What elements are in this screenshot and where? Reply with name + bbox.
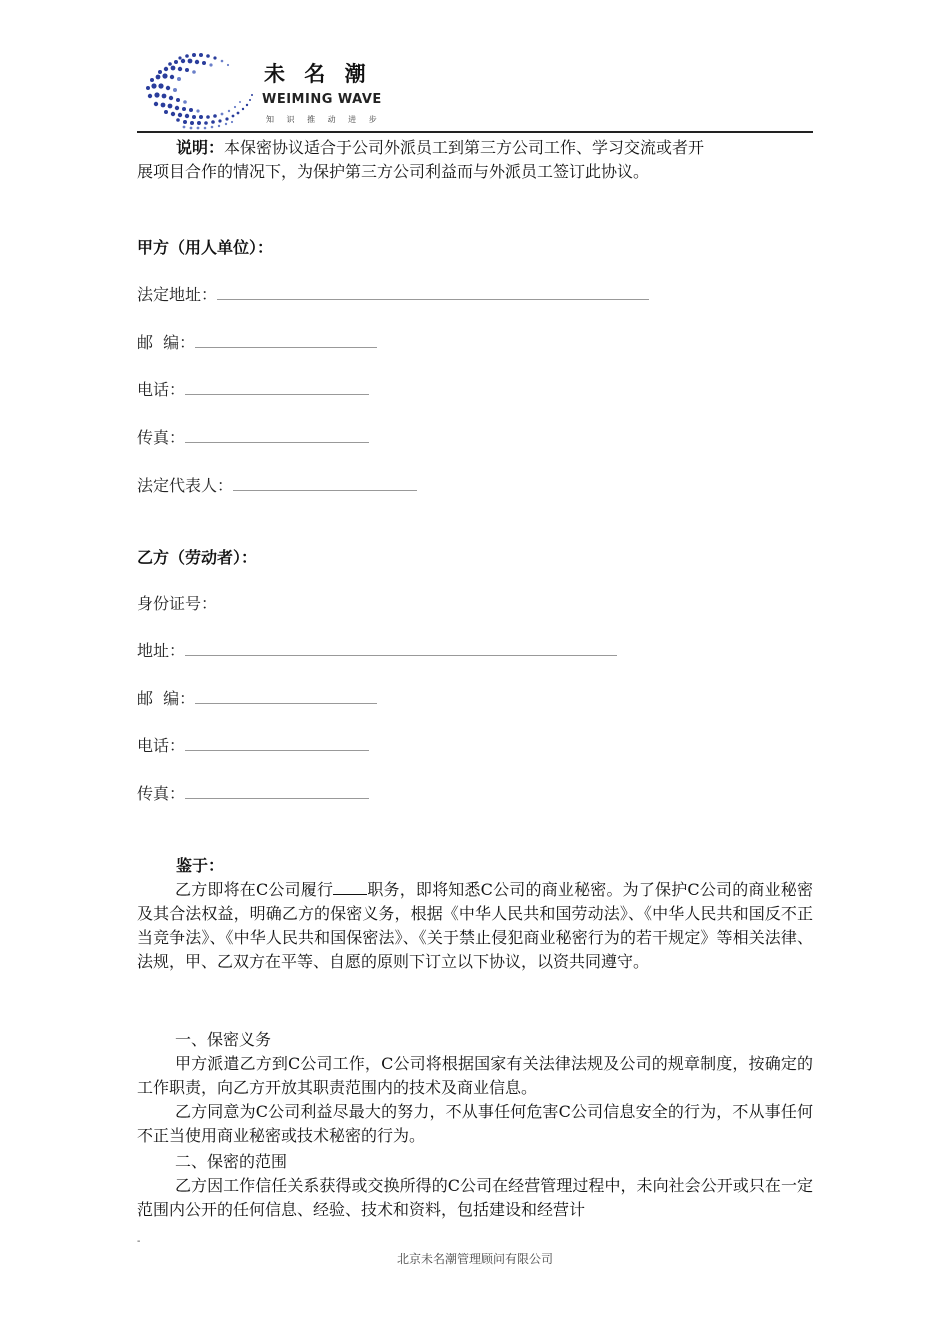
recitals-text-rest: 职务，即将知悉C公司的商业秘密。为了保护C公司的商业秘密及其合法权益，明确乙方的保密义务，根据《中华人民共和国劳动法》、《中华人民共和国反不正当竞争法》、《中华人民共和国保密法》、《关于禁止侵犯商业秘密行为的若干规定》等相关法律、法规，甲、乙双方在平等、自愿的原则下订立以下协议，以资共同遵守。 [137, 880, 813, 971]
party-b-postcode-field [137, 689, 377, 709]
party-b-fax-field [137, 784, 369, 804]
phone-blank[interactable] [185, 380, 369, 395]
postcode-blank[interactable] [195, 689, 377, 704]
company-logo [140, 48, 390, 132]
wave-logo-icon [140, 48, 260, 132]
header-divider [137, 131, 813, 133]
party-b-phone-field [137, 736, 369, 756]
footer-mark: - [137, 1236, 141, 1247]
footer-company: 北京未名潮管理顾问有限公司 [396, 1252, 553, 1266]
party-b-id-field [137, 594, 217, 614]
party-a-phone-field [137, 380, 369, 400]
phone-blank[interactable] [185, 736, 369, 751]
party-a-fax-field [137, 428, 369, 448]
field-label: 法定地址： [137, 285, 218, 304]
address-blank[interactable] [217, 285, 649, 300]
logo-english-name: WEIMING WAVE [262, 92, 382, 107]
representative-blank[interactable] [233, 476, 417, 491]
party-a-representative-field [137, 476, 417, 496]
section-2-title: 二、保密的范围 [175, 1152, 288, 1171]
note-text-1: 本保密协议适合于公司外派员工到第三方公司工作、学习交流或者开 [224, 138, 705, 157]
section-1-title: 一、保密义务 [175, 1030, 272, 1049]
party-b-heading: 乙方（劳动者）： [137, 548, 258, 567]
field-label: 邮 编： [137, 689, 196, 708]
address-blank[interactable] [185, 641, 617, 656]
field-label: 身份证号： [137, 594, 218, 613]
section-2-paragraph-1: 乙方因工作信任关系获得或交换所得的C公司在经营管理过程中，未向社会公开或只在一定范围内公开的任何信息、经验、技术和资料，包括建设和经营计 [137, 1176, 813, 1219]
field-label: 邮 编： [137, 333, 196, 352]
note-label: 说明： [176, 138, 225, 157]
fax-blank[interactable] [185, 428, 369, 443]
field-label: 传真： [137, 428, 186, 447]
field-label: 法定代表人： [137, 476, 234, 495]
logo-title: 未 名 潮 [264, 62, 372, 86]
party-a-heading: 甲方（用人单位）： [137, 238, 274, 257]
note-line-1 [176, 136, 816, 160]
fax-blank[interactable] [185, 784, 369, 799]
position-blank[interactable] [333, 878, 367, 895]
party-a-postcode-field [137, 333, 377, 353]
recitals-paragraph [137, 878, 813, 974]
field-label: 地址： [137, 641, 186, 660]
field-label: 传真： [137, 784, 186, 803]
section-1-paragraph-2: 乙方同意为C公司利益尽最大的努力，不从事任何危害C公司信息安全的行为，不从事任何不正当使用商业秘密或技术秘密的行为。 [137, 1102, 813, 1145]
field-label: 电话： [137, 380, 186, 399]
recitals-text-start: 乙方即将在C公司履行 [175, 880, 334, 899]
party-b-address-field [137, 641, 617, 661]
logo-slogan: 知 识 推 动 进 步 [266, 115, 382, 124]
section-1-paragraph-1: 甲方派遣乙方到C公司工作，C公司将根据国家有关法律法规及公司的规章制度，按确定的工作职责，向乙方开放其职责范围内的技术及商业信息。 [137, 1054, 813, 1097]
recitals-heading: 鉴于： [176, 856, 225, 875]
field-label: 电话： [137, 736, 186, 755]
party-a-address-field [137, 285, 649, 305]
postcode-blank[interactable] [195, 333, 377, 348]
note-line-2: 展项目合作的情况下，为保护第三方公司利益而与外派员工签订此协议。 [137, 162, 650, 181]
